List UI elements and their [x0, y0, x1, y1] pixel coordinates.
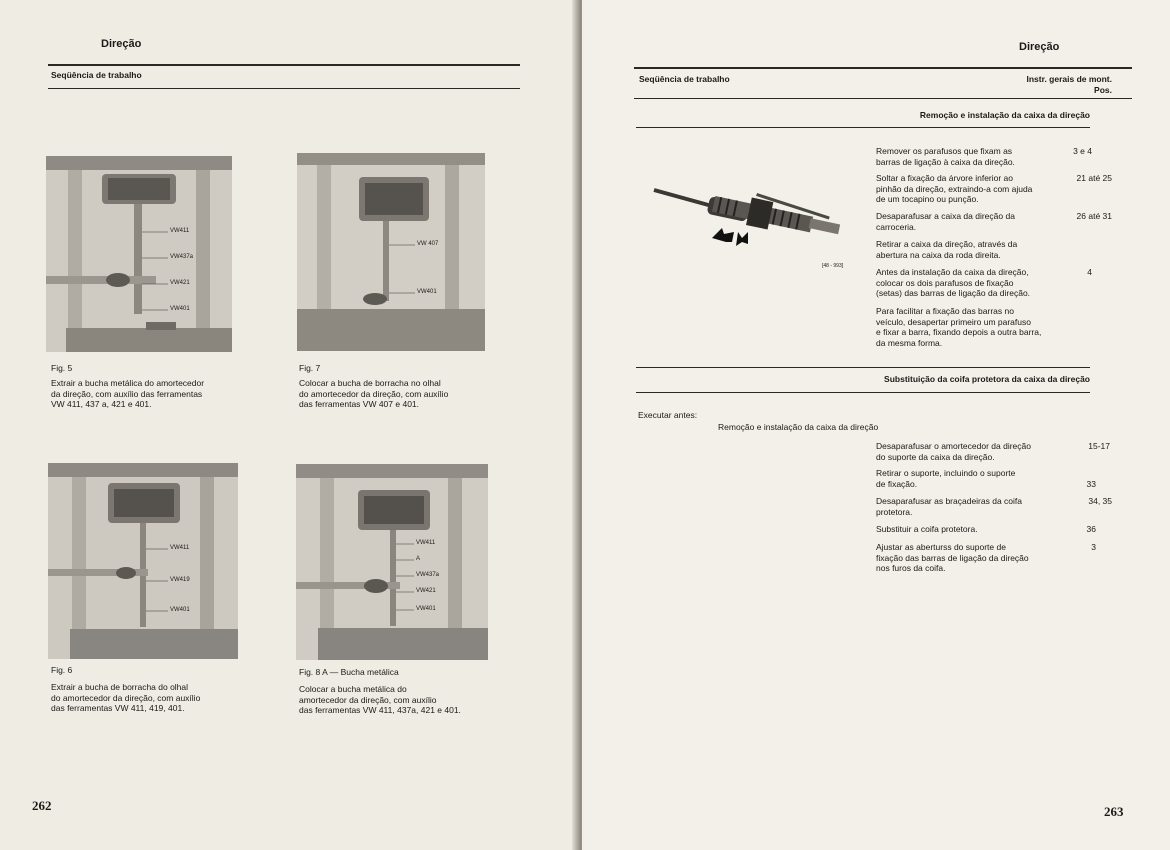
- step-line: Retirar o suporte, incluindo o suporte: [876, 468, 1016, 478]
- section1-step: [876, 306, 1041, 348]
- left-header-sub: Seqüência de trabalho: [51, 70, 142, 80]
- fig8-drawing: [296, 464, 488, 660]
- fig5-label: Fig. 5: [51, 363, 73, 373]
- section1-step: [876, 211, 1015, 232]
- step-line: Substituir a coifa protetora.: [876, 524, 978, 534]
- fig7-drawing: [297, 153, 485, 351]
- fig7-caption: [299, 378, 448, 410]
- section1-step-pos: 3 e 4: [1073, 146, 1092, 156]
- left-header-title: Direção: [101, 38, 142, 50]
- step-line: de fixação.: [876, 478, 918, 489]
- right-header-sub: Seqüência de trabalho: [639, 74, 730, 84]
- fig5-caption: [51, 378, 204, 410]
- section2-step-pos: 3: [1091, 542, 1096, 552]
- fig8-photo: [296, 464, 488, 660]
- caption-line: do amortecedor da direção, com auxílio: [51, 692, 201, 703]
- fig6-tool-label: VW401: [170, 607, 190, 613]
- fig8-tool-label: VW411: [416, 540, 436, 546]
- section2-step: [876, 496, 1022, 517]
- section2-rule: [636, 392, 1090, 393]
- caption-line: Colocar a bucha de borracha no olhal: [299, 378, 441, 388]
- section2-step: [876, 542, 1029, 574]
- caption-line: do amortecedor da direção, com auxílio: [299, 388, 449, 399]
- step-line: Desaparafusar as braçadeiras da coifa: [876, 496, 1022, 506]
- section1-step-pos: 26 até 31: [1076, 211, 1112, 221]
- fig5-tool-label: VW401: [170, 306, 190, 312]
- step-line: Ajustar as aberturss do suporte de: [876, 542, 1006, 552]
- step-line: Soltar a fixação da árvore inferior ao: [876, 173, 1014, 183]
- caption-line: Colocar a bucha metálica do: [299, 684, 407, 694]
- fig6-tool-label: VW411: [170, 545, 190, 551]
- step-line: de um tocapino ou punção.: [876, 194, 979, 204]
- left-header-rule: [48, 64, 520, 66]
- fig5-drawing: [46, 156, 232, 352]
- section2-title: Substituição da coifa protetora da caixa da direção: [884, 374, 1090, 384]
- section1-step: [876, 146, 1015, 167]
- fig8-tool-label: A: [416, 556, 421, 562]
- step-line: barras de ligação à caixa da direção.: [876, 156, 1015, 167]
- left-sub-rule: [48, 88, 520, 89]
- steering-rack-image: [652, 176, 852, 272]
- fig8-tool-label: VW421: [416, 588, 436, 594]
- caption-line: das ferramentas VW 407 e 401.: [299, 399, 420, 409]
- right-header-rule: [634, 67, 1132, 69]
- step-line: veículo, desapertar primeiro um parafuso: [876, 316, 1031, 327]
- section2-step-pos: 15-17: [1088, 441, 1110, 451]
- section1-step-pos: 21 até 25: [1076, 173, 1112, 183]
- caption-line: das ferramentas VW 411, 419, 401.: [51, 703, 185, 713]
- caption-line: amortecedor da direção, com auxílio: [299, 694, 437, 705]
- step-line: (setas) das barras de ligação da direção.: [876, 288, 1031, 298]
- section1-step: [876, 239, 1017, 260]
- step-line: carroceria.: [876, 221, 917, 232]
- left-page: [0, 0, 578, 850]
- section1-step: [876, 173, 1032, 205]
- section2-top-rule: [636, 367, 1090, 368]
- steering-rack-drawing: [652, 176, 852, 272]
- caption-line: VW 411, 437 a, 421 e 401.: [51, 399, 152, 409]
- step-line: nos furos da coifa.: [876, 563, 946, 573]
- fig6-caption: [51, 682, 200, 714]
- section1-step: [876, 267, 1030, 299]
- fig8-tool-label: VW401: [416, 606, 436, 612]
- pos-column-header: Pos.: [1094, 85, 1112, 95]
- step-line: pinhão da direção, extraindo-a com ajuda: [876, 183, 1033, 194]
- section2-step: [876, 441, 1031, 462]
- caption-line: das ferramentas VW 411, 437a, 421 e 401.: [299, 705, 461, 715]
- step-line: Remover os parafusos que fixam as: [876, 146, 1013, 156]
- step-line: da mesma forma.: [876, 337, 943, 348]
- fig7-label: Fig. 7: [299, 363, 321, 373]
- caption-line: da direção, com auxílio das ferramentas: [51, 388, 203, 399]
- fig7-tool-label: VW 407: [417, 241, 439, 247]
- section2-step-pos: 34, 35: [1088, 496, 1112, 506]
- fig5-tool-label: VW411: [170, 228, 190, 234]
- fig8-label: Fig. 8 A — Bucha metálica: [299, 667, 399, 677]
- instr-column-header: Instr. gerais de mont.: [1026, 74, 1112, 84]
- section2-step-pos: 36: [1086, 524, 1096, 534]
- fig5-photo: [46, 156, 232, 352]
- right-header-columns: [962, 74, 1112, 96]
- fig7-tool-label: VW401: [417, 289, 437, 295]
- step-line: protetora.: [876, 506, 913, 517]
- step-line: do suporte da caixa da direção.: [876, 451, 995, 462]
- step-line: Desaparafusar o amortecedor da direção: [876, 441, 1031, 451]
- step-line: abertura na caixa da roda direita.: [876, 249, 1001, 260]
- step-line: Retirar a caixa da direção, através da: [876, 239, 1018, 249]
- fig6-photo: [48, 463, 238, 659]
- fig6-tool-label: VW419: [170, 577, 190, 583]
- fig8-caption: [299, 684, 461, 716]
- right-sub-rule: [634, 98, 1132, 99]
- section1-step-pos: 4: [1087, 267, 1092, 277]
- right-page: [582, 0, 1170, 850]
- section2-step: [876, 524, 978, 535]
- step-line: fixação das barras de ligação da direção: [876, 552, 1029, 563]
- step-line: Desaparafusar a caixa da direção da: [876, 211, 1015, 221]
- step-line: e fixar a barra, fixando depois a outra barra,: [876, 327, 1042, 337]
- section2-step: [876, 468, 1015, 489]
- execute-before-value: Remoção e instalação da caixa da direção: [718, 422, 879, 432]
- fig6-drawing: [48, 463, 238, 659]
- caption-line: Extrair a bucha metálica do amortecedor: [51, 378, 205, 388]
- fig6-label: Fig. 6: [51, 665, 73, 675]
- image-code: [48 - 993]: [822, 263, 844, 269]
- caption-line: Extrair a bucha de borracha do olhal: [51, 682, 189, 692]
- step-line: colocar os dois parafusos de fixação: [876, 277, 1014, 288]
- right-page-number: 263: [1104, 804, 1124, 819]
- section1-title: Remoção e instalação da caixa da direção: [919, 110, 1090, 120]
- fig5-tool-label: VW421: [170, 280, 190, 286]
- fig5-tool-label: VW437a: [170, 254, 194, 260]
- step-line: Para facilitar a fixação das barras no: [876, 306, 1014, 316]
- section1-rule: [636, 127, 1090, 128]
- right-header-title: Direção: [1019, 41, 1060, 53]
- fig8-tool-label: VW437a: [416, 572, 440, 578]
- execute-before-label: Executar antes:: [638, 410, 698, 420]
- left-page-number: 262: [32, 798, 52, 813]
- step-line: Antes da instalação da caixa da direção,: [876, 267, 1029, 277]
- fig7-photo: [297, 153, 485, 351]
- section2-step-pos: 33: [1086, 479, 1096, 489]
